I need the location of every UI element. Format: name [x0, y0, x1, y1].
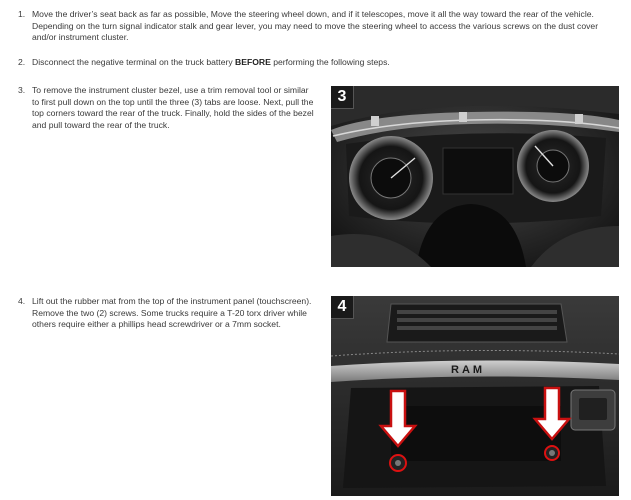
instrument-cluster-illustration	[331, 86, 619, 267]
step-number: 1.	[18, 9, 26, 19]
step-text: Move the driver’s seat back as far as possible, Move the steering wheel down, and if it telescopes, move it all the way toward the rear of the vehicle. Depending on the turn signal indicator stalk and gear lever, you may need to move the steering wheel to access the various screws on the dust cover and/or instrument cluster.	[32, 9, 599, 42]
step-text: Lift out the rubber mat from the top of the instrument panel (touchscreen). Remove the two (2) screws. Some trucks require a T-20 torx driver while others require either a phillips head screwdriver or a 7mm socket.	[32, 296, 312, 329]
step-text-after: performing the following steps.	[270, 57, 390, 67]
step-text: To remove the instrument cluster bezel, use a trim removal tool or similar to first pull down on the top until the three (3) tabs are loose. Next, pull the top corners toward the rear of the truck. Finally, hold the sides of the bezel and pull toward the rear of the truck.	[32, 85, 314, 130]
instrument-panel-illustration	[331, 296, 619, 496]
step-text	[32, 57, 390, 69]
step-number: 2.	[18, 57, 26, 67]
step-3	[18, 85, 318, 135]
photo-badge: 3	[331, 86, 354, 109]
step-1	[18, 9, 618, 49]
instrument-panel-photo	[331, 296, 619, 496]
step-2	[18, 57, 618, 71]
step-text-emphasis: BEFORE	[235, 57, 271, 67]
photo-badge: 4	[331, 296, 354, 319]
step-number: 4.	[18, 296, 26, 306]
step-number: 3.	[18, 85, 26, 95]
step-text-before: Disconnect the negative terminal on the truck battery	[32, 57, 236, 67]
ram-logo: RAM	[451, 364, 486, 376]
step-4	[18, 296, 318, 346]
instrument-cluster-photo	[331, 86, 619, 267]
